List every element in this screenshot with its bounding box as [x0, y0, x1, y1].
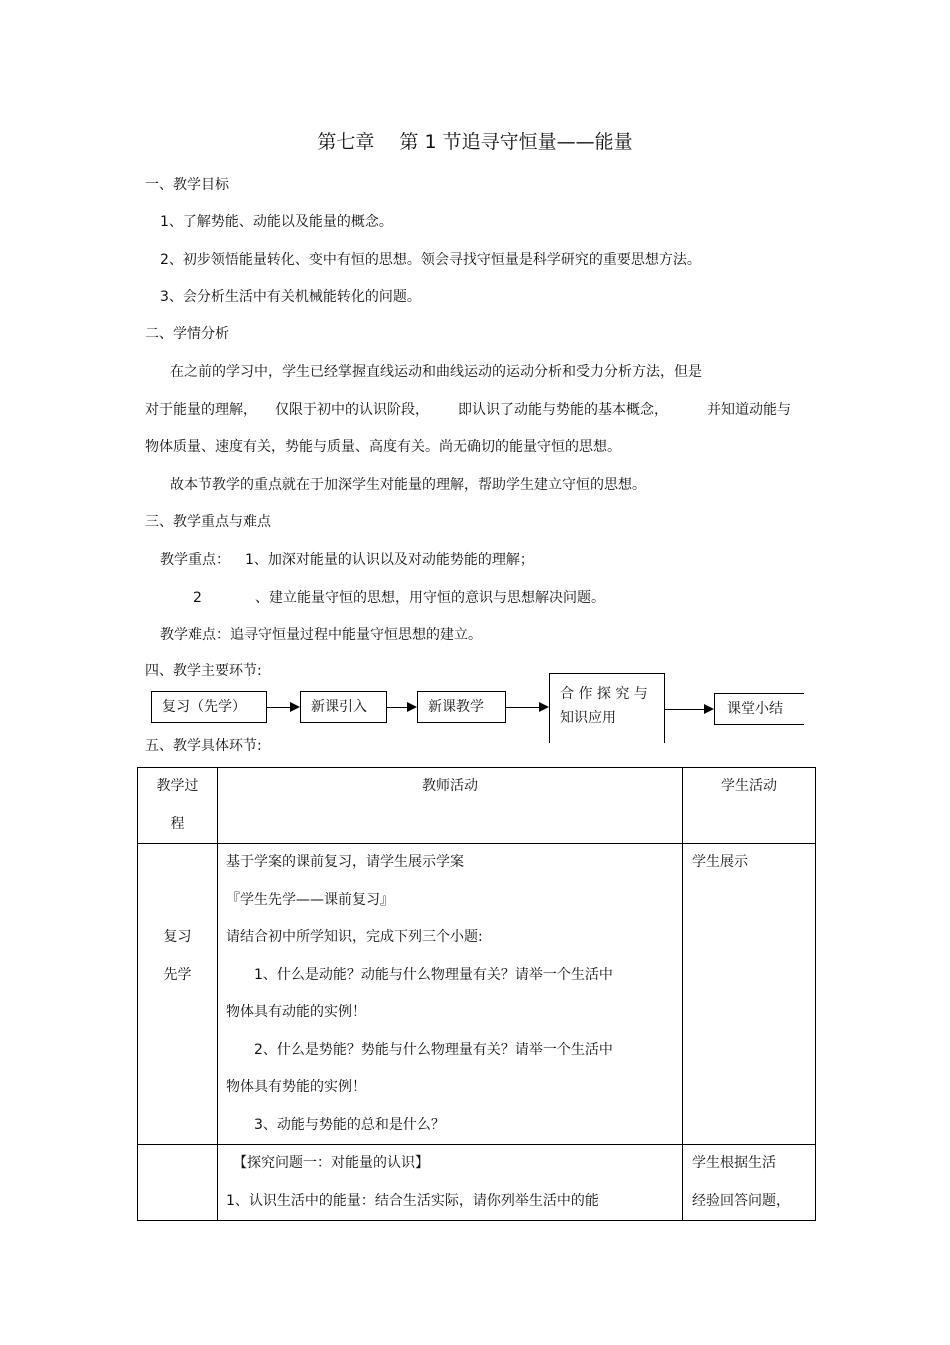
focus-item: 1、加深对能量的认识以及对动能势能的理解； [245, 552, 534, 568]
analysis-paragraph-line: 故本节教学的重点就在于加深学生对能量的理解，帮助学生建立守恒的思想。 [170, 477, 646, 493]
focus-item: 、建立能量守恒的思想，用守恒的意识与思想解决问题。 [255, 590, 605, 606]
flow-arrow-head [290, 702, 300, 712]
focus-label: 教学重点： [160, 552, 230, 568]
section-heading-goals: 一、教学目标 [145, 177, 229, 193]
section-heading-main-steps: 四、教学主要环节: [145, 663, 262, 679]
header-process [138, 768, 218, 844]
goal-item: 2、初步领悟能量转化、变中有恒的思想。领会寻找守恒量是科学研究的重要思想方法。 [160, 252, 701, 268]
flow-arrow-head [407, 702, 417, 712]
flow-step-intro: 新课引入 [300, 691, 387, 723]
header-student [683, 768, 816, 844]
row-process-cell [138, 844, 218, 1145]
student-activity-line: 学生根据生活 [692, 1155, 776, 1171]
flow-step-inquiry-line: 合 作 探 究 与 [560, 686, 648, 702]
teacher-activity-line: 基于学案的课前复习，请学生展示学案 [226, 854, 464, 870]
teacher-activity-line: 1、认识生活中的能量：结合生活实际，请你列举生活中的能 [226, 1192, 599, 1209]
student-activity-line: 学生展示 [692, 854, 748, 870]
teacher-activity-line: 2、什么是势能？势能与什么物理量有关？请举一个生活中 [226, 1041, 613, 1058]
analysis-paragraph-fragment: 并知道动能与 [707, 402, 791, 418]
header-process-line: 教学过 [156, 778, 199, 794]
analysis-paragraph-fragment: 即认识了动能与势能的基本概念， [458, 402, 668, 418]
row-process-line: 先学 [163, 966, 192, 983]
goal-item: 1、了解势能、动能以及能量的概念。 [160, 214, 393, 230]
goal-item: 3、会分析生活中有关机械能转化的问题。 [160, 289, 421, 305]
page-title: 第七章 第 1 节追寻守恒量——能量 [317, 131, 633, 153]
row-process-cell [138, 1145, 218, 1221]
flow-step-inquiry-line: 知识应用 [560, 710, 616, 726]
lesson-plan-table [137, 767, 816, 1221]
row-student-cell [683, 1145, 816, 1221]
flow-arrow-line [387, 707, 408, 708]
table-row [138, 1145, 816, 1221]
analysis-paragraph-line: 物体质量、速度有关，势能与质量、高度有关。尚无确切的能量守恒的思想。 [145, 439, 621, 455]
teacher-activity-line: 物体具有势能的实例！ [226, 1079, 366, 1095]
focus-item-number: 2 [193, 590, 202, 606]
teacher-activity-line: 『学生先学——课前复习』 [226, 891, 394, 908]
analysis-paragraph-fragment: 对于能量的理解， [145, 402, 257, 418]
table-row [138, 844, 816, 1145]
section-heading-key-points: 三、教学重点与难点 [145, 514, 271, 530]
row-student-cell [683, 844, 816, 1145]
flow-arrow-head [539, 702, 549, 712]
teacher-activity-line: 3、动能与势能的总和是什么？ [226, 1116, 445, 1133]
header-student-label: 学生活动 [721, 778, 777, 794]
teacher-activity-line: 请结合初中所学知识，完成下列三个小题: [226, 929, 483, 945]
header-process-line: 程 [170, 815, 185, 832]
flow-step-review: 复习（先学） [151, 691, 267, 723]
section-heading-detail: 五、教学具体环节: [145, 738, 262, 754]
header-teacher [218, 768, 683, 844]
difficulty-line: 教学难点：追寻守恒量过程中能量守恒思想的建立。 [160, 627, 482, 643]
flow-step-summary: 课堂小结 [714, 693, 804, 725]
flow-arrow-head [704, 704, 714, 714]
teacher-activity-line: 物体具有动能的实例！ [226, 1004, 366, 1020]
row-teacher-cell [218, 844, 683, 1145]
section-heading-analysis: 二、学情分析 [145, 326, 229, 342]
row-process-line: 复习 [163, 929, 192, 945]
teacher-activity-line: 【探究问题一：对能量的认识】 [226, 1155, 429, 1171]
table-header-row [138, 768, 816, 844]
row-teacher-cell [218, 1145, 683, 1221]
flow-arrow-line [267, 707, 291, 708]
flow-step-teaching: 新课教学 [417, 691, 506, 723]
header-teacher-label: 教师活动 [422, 778, 478, 794]
flow-step-inquiry [549, 673, 665, 743]
flow-arrow-line [665, 709, 705, 710]
teacher-activity-line: 1、什么是动能？动能与什么物理量有关？请举一个生活中 [226, 966, 613, 983]
analysis-paragraph-line: 在之前的学习中，学生已经掌握直线运动和曲线运动的运动分析和受力分析方法，但是 [170, 364, 702, 380]
student-activity-line: 经验回答问题， [692, 1192, 790, 1209]
flow-arrow-line [506, 707, 540, 708]
analysis-paragraph-fragment: 仅限于初中的认识阶段， [275, 402, 429, 418]
